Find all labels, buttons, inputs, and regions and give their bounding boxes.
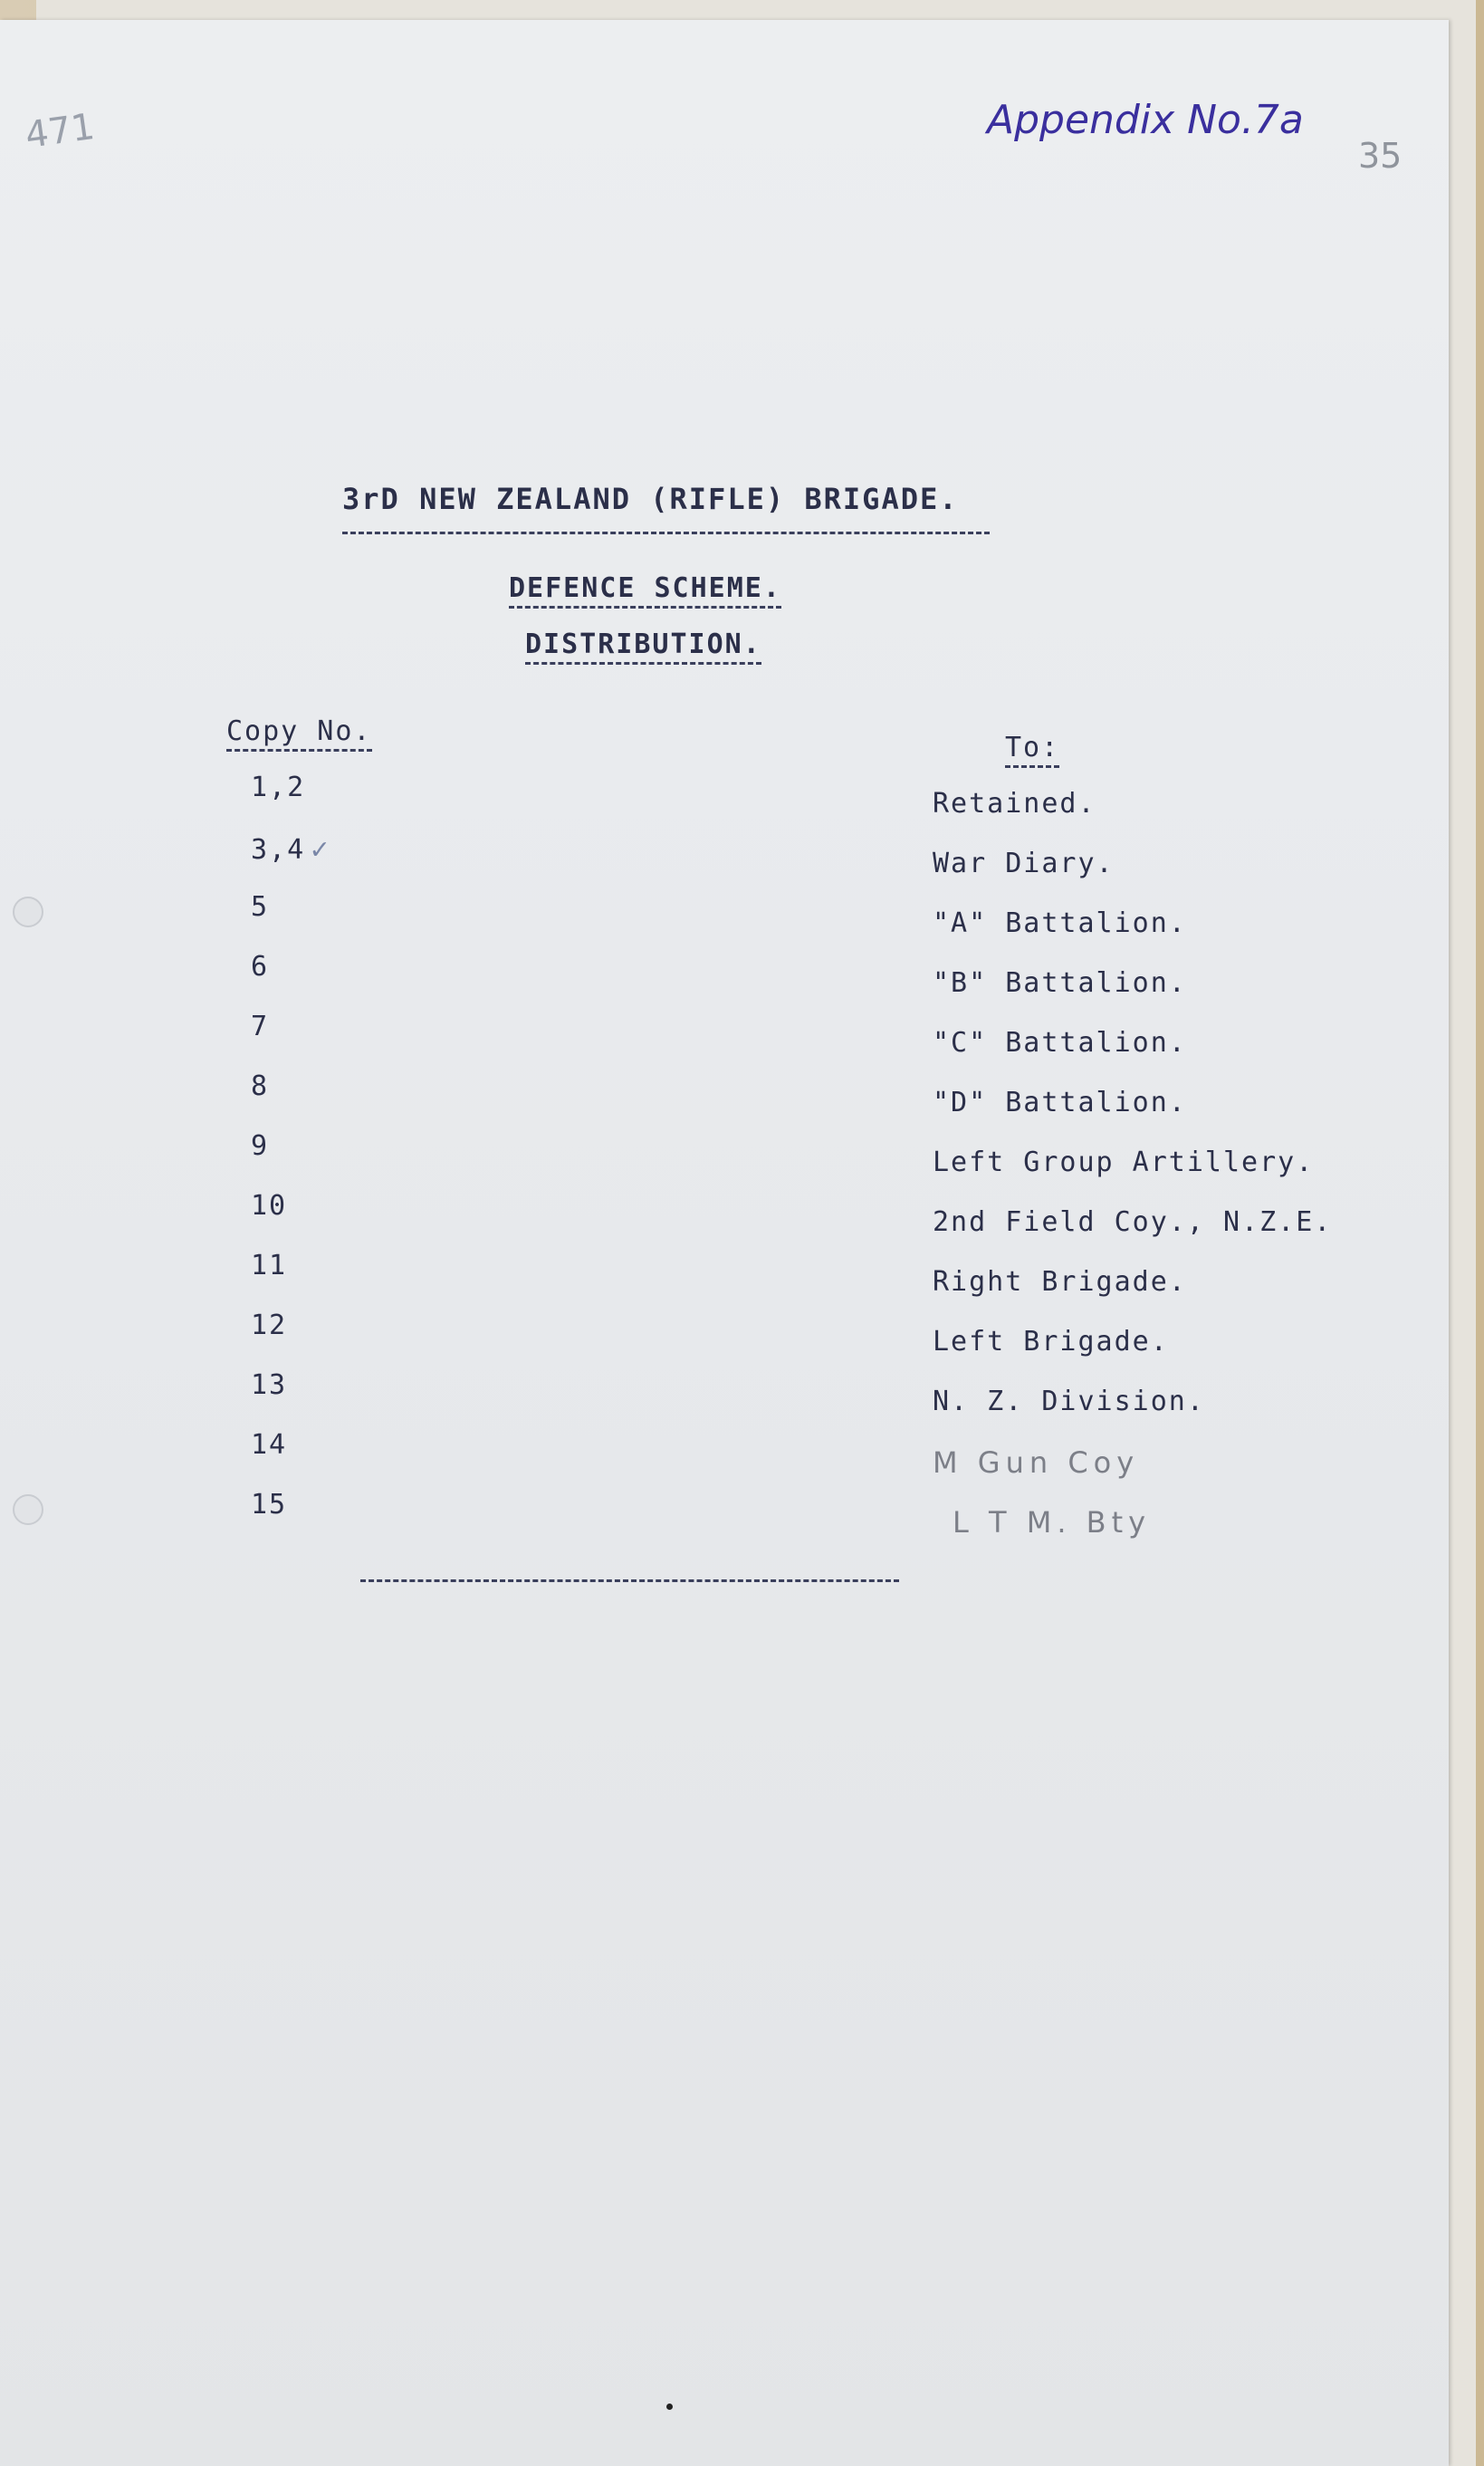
recipient: "B" Battalion. xyxy=(933,967,1187,999)
recipient-handwritten: M Gun Coy xyxy=(933,1445,1140,1480)
recipient: Left Group Artillery. xyxy=(933,1147,1315,1178)
recipient: War Diary. xyxy=(933,848,1115,879)
copy-number: 7 xyxy=(251,1011,270,1042)
copy-number: 15 xyxy=(251,1489,288,1521)
recipient-column xyxy=(933,788,1440,1565)
folio-number-left: 471 xyxy=(23,105,98,158)
copy-number: 3,4 ✓ xyxy=(251,831,330,866)
copy-number: 6 xyxy=(251,951,270,983)
appendix-stamp: Appendix No.7a xyxy=(987,97,1304,143)
recipient: Left Brigade. xyxy=(933,1326,1169,1358)
end-rule xyxy=(360,1579,899,1582)
copy-number: 9 xyxy=(251,1130,270,1162)
copy-number-header: Copy No. xyxy=(226,715,372,752)
copy-number: 14 xyxy=(251,1429,288,1461)
recipient-handwritten: L T M. Bty xyxy=(953,1505,1152,1540)
punch-hole xyxy=(13,1494,43,1525)
copy-number: 13 xyxy=(251,1369,288,1401)
document-subtitle: DEFENCE SCHEME. xyxy=(509,572,781,609)
copy-number: 5 xyxy=(251,891,270,923)
copy-number: 12 xyxy=(251,1310,288,1341)
title-underline xyxy=(342,532,990,534)
recipient: Retained. xyxy=(933,788,1096,820)
section-heading: DISTRIBUTION. xyxy=(525,628,761,665)
copy-number: 1,2 xyxy=(251,772,306,803)
copy-number: 10 xyxy=(251,1190,288,1222)
recipient: N. Z. Division. xyxy=(933,1386,1205,1417)
copy-number: 11 xyxy=(251,1250,288,1281)
recipient: Right Brigade. xyxy=(933,1266,1187,1298)
recipient: "C" Battalion. xyxy=(933,1027,1187,1059)
recipient-header: To: xyxy=(1005,732,1059,768)
document-page xyxy=(0,20,1449,2466)
copy-number: 8 xyxy=(251,1070,270,1102)
recipient: 2nd Field Coy., N.Z.E. xyxy=(933,1206,1333,1238)
folio-number-right: 35 xyxy=(1358,136,1403,176)
recipient: "A" Battalion. xyxy=(933,907,1187,939)
document-title: 3rD NEW ZEALAND (RIFLE) BRIGADE. xyxy=(342,482,959,516)
punch-hole xyxy=(13,897,43,927)
ink-dot xyxy=(666,2404,673,2410)
recipient: "D" Battalion. xyxy=(933,1087,1187,1118)
check-mark-icon: ✓ xyxy=(311,831,330,866)
copy-number-column xyxy=(231,772,412,1549)
